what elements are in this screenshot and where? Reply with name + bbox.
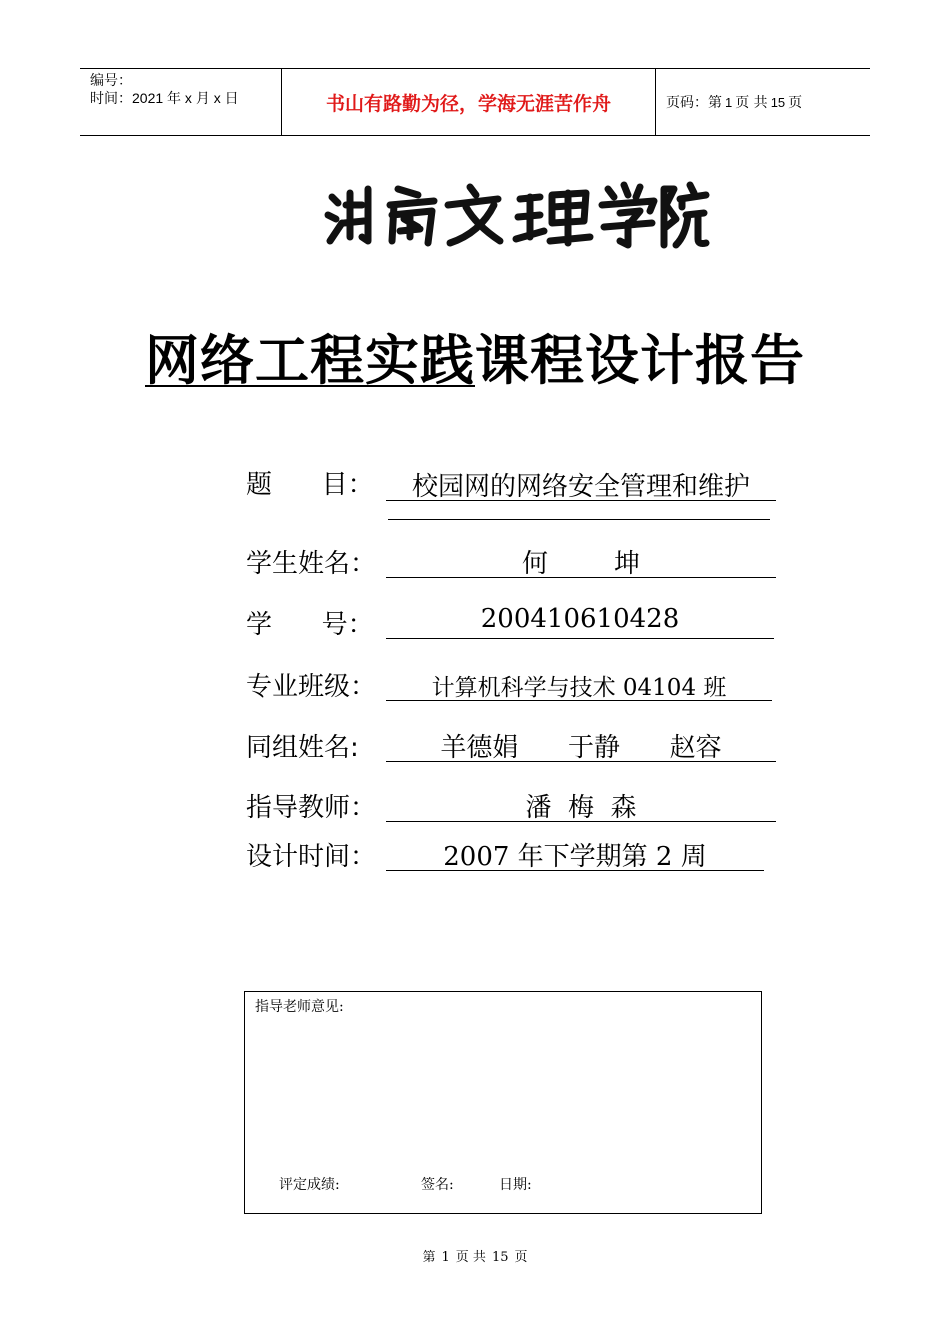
footer-suffix: 页	[514, 1250, 528, 1265]
field-line-group-members	[386, 727, 776, 762]
page-footer	[0, 1246, 950, 1265]
field-row-design-time	[246, 836, 786, 876]
field-label-student-id: 学 号：	[246, 610, 374, 640]
field-row-student-name	[246, 543, 786, 583]
report-title-underlined: 网络工程实践	[145, 329, 475, 392]
field-row-advisor	[246, 787, 786, 827]
field-value-design-time: 2007 年下学期第 2 周	[443, 842, 707, 872]
field-value-major-class: 计算机科学与技术 04104 班	[431, 675, 727, 701]
field-value-topic: 校园网的网络安全管理和维护	[411, 472, 750, 502]
field-row-group-members	[246, 727, 786, 767]
header-slogan: 书山有路勤为径，学海无涯苦作舟	[282, 69, 656, 135]
advisor-opinion-label: 指导老师意见:	[255, 999, 344, 1015]
date-label: 日期:	[499, 1177, 532, 1193]
page-suffix: 页	[788, 95, 803, 111]
header-page-info	[656, 69, 870, 135]
time-label: 时间：2021 年 x 月 x 日	[90, 90, 239, 106]
field-label-design-time: 设计时间：	[246, 842, 377, 872]
field-value-student-id: 200410610428	[480, 604, 680, 634]
report-title	[0, 318, 950, 395]
footer-mid: 页 共	[455, 1250, 486, 1265]
grade-label: 评定成绩:	[279, 1177, 340, 1193]
college-calligraphy-logo	[320, 175, 710, 255]
field-label-student-name: 学生姓名：	[246, 549, 377, 579]
page-current: 1	[725, 94, 733, 110]
footer-current: 1	[441, 1250, 450, 1265]
field-label-major-class: 专业班级：	[246, 672, 377, 702]
field-line-design-time	[386, 836, 764, 871]
header-meta	[80, 69, 282, 135]
field-value-advisor: 潘 梅 森	[525, 793, 637, 823]
field-value-student-name: 何 坤	[521, 549, 641, 579]
field-label-group-members: 同组姓名:	[246, 733, 359, 763]
field-value-group-members: 羊德娟 于静 赵容	[440, 733, 722, 763]
field-label-advisor: 指导教师：	[246, 793, 377, 823]
field-label-topic: 题 目：	[246, 470, 374, 500]
topic-extra-line	[388, 519, 770, 520]
signature-label: 签名:	[421, 1177, 454, 1193]
calligraphy-logo-icon	[320, 175, 710, 255]
field-line-major-class	[386, 666, 772, 701]
field-line-student-id	[386, 604, 774, 639]
page-mid: 页 共	[735, 95, 768, 111]
advisor-opinion-box	[244, 991, 762, 1214]
footer-total: 15	[491, 1250, 509, 1265]
number-label: 编号：	[90, 72, 132, 88]
field-row-major-class	[246, 666, 786, 706]
page-total: 15	[770, 94, 786, 110]
field-line-advisor	[386, 787, 776, 822]
report-title-rest: 课程设计报告	[475, 329, 805, 392]
field-line-topic	[386, 466, 776, 501]
field-row-student-id	[246, 604, 786, 644]
footer-prefix: 第	[422, 1250, 436, 1265]
field-row-topic	[246, 464, 786, 504]
field-line-student-name	[386, 543, 776, 578]
document-header	[80, 68, 870, 136]
page-prefix: 页码：第	[666, 95, 722, 111]
